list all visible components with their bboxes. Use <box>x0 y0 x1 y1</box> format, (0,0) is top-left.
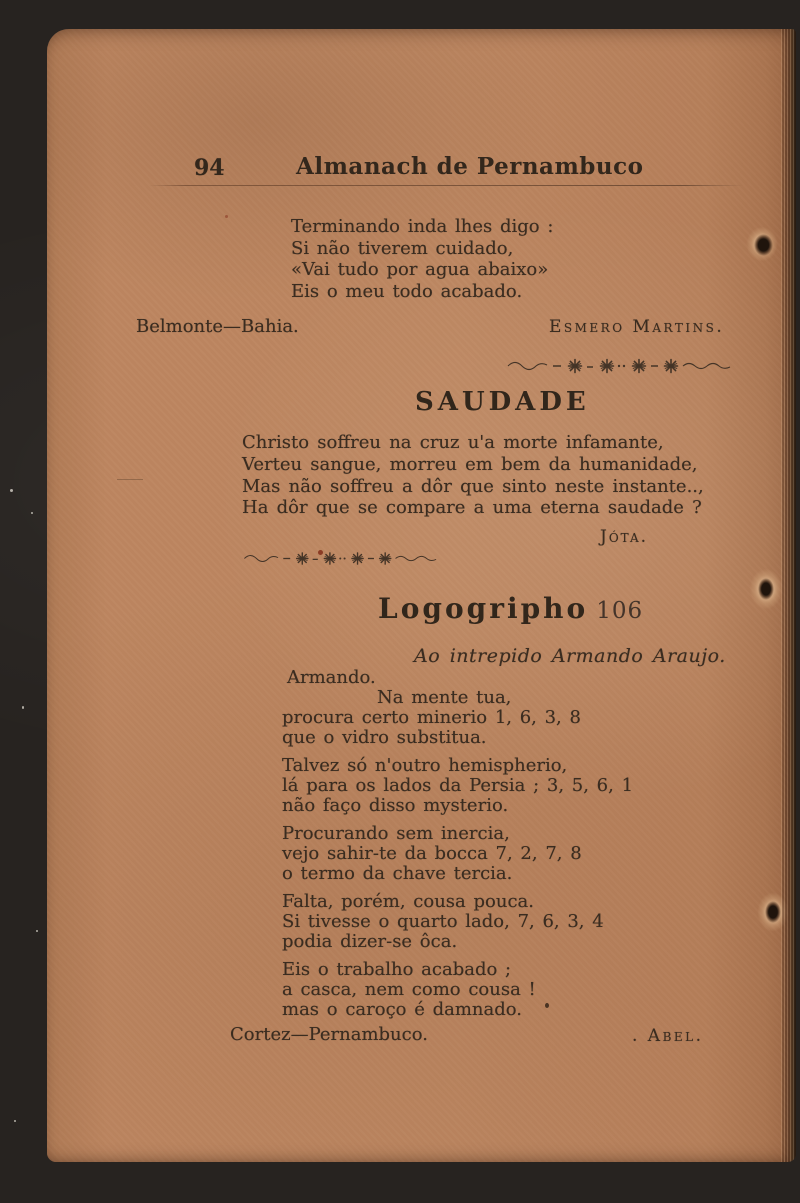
saudade-stanza <box>242 432 704 519</box>
dust-speck <box>22 706 24 709</box>
saudade-author: Jóta. <box>600 527 649 547</box>
verse-line: Procurando sem inercia, <box>282 823 510 844</box>
verse-line: não faço disso mysterio. <box>282 795 509 816</box>
verse-line: Eis o trabalho acabado ; <box>282 959 512 980</box>
poem-title-saudade: SAUDADE <box>415 387 590 417</box>
verse-line: «Vai tudo por agua abaixo» <box>291 259 549 280</box>
verse-line: Mas não soffreu a dôr que sinto neste instante.., <box>242 475 704 497</box>
verse-line: vejo sahir-te da bocca 7, 2, 7, 8 <box>282 843 582 864</box>
logogripho-place: Cortez—Pernambuco. <box>230 1024 428 1045</box>
stanza <box>282 756 633 816</box>
stanza <box>282 892 633 952</box>
verse-line: Verteu sangue, morreu em bem da humanidade, <box>242 453 698 475</box>
foxing-speck <box>225 215 228 218</box>
verse-line: Si não tiverem cuidado, <box>291 237 514 259</box>
verse-line: Eis o meu todo acabado. <box>291 280 523 302</box>
paper-hole <box>742 222 782 266</box>
stanza <box>282 960 633 1020</box>
page-number: 94 <box>194 155 225 181</box>
verse-line: Si tivesse o quarto lado, 7, 6, 3, 4 <box>282 911 604 932</box>
dust-speck <box>31 512 33 514</box>
dust-speck <box>36 930 38 932</box>
closing-verse <box>291 216 553 302</box>
verse-line: Terminando inda lhes digo : <box>291 216 554 237</box>
closing-verse-place: Belmonte—Bahia. <box>136 316 299 337</box>
book-page <box>47 29 795 1162</box>
paper-hole <box>753 887 793 937</box>
logogripho-number: 106 <box>596 598 644 624</box>
header-rule <box>149 185 743 186</box>
verse-line: Talvez só n'outro hemispherio, <box>282 755 568 776</box>
verse-line: mas o caroço é damnado. <box>282 999 522 1020</box>
verse-line: Falta, porém, cousa pouca. <box>282 891 534 912</box>
closing-verse-author: Esmero Martins. <box>549 317 725 337</box>
verse-line: Na mente tua, <box>377 687 512 708</box>
dust-speck <box>10 489 13 492</box>
logogripho-poem <box>282 668 633 1028</box>
verse-line: procura certo minerio 1, 6, 3, 8 <box>282 707 581 728</box>
divider-ornament-icon <box>243 549 441 568</box>
verse-line: Ha dôr que se compare a uma eterna saudade ? <box>242 497 702 519</box>
verse-line: que o vidro substitua. <box>282 727 487 748</box>
verse-line: podia dizer-se ôca. <box>282 931 458 952</box>
ink-speck <box>545 1003 549 1008</box>
divider-ornament-icon <box>507 355 735 377</box>
stanza <box>282 824 633 884</box>
verse-line: o termo da chave tercia. <box>282 863 513 884</box>
dust-speck <box>14 1120 16 1122</box>
verse-line: a casca, nem como cousa ! <box>282 979 536 1000</box>
logogripho-word: Logogripho <box>378 592 589 625</box>
foxing-speck <box>318 550 323 555</box>
verse-line: lá para os lados da Persia ; 3, 5, 6, 1 <box>282 775 634 796</box>
paper-hole <box>745 563 787 615</box>
verse-line: Armando. <box>287 667 376 688</box>
logogripho-dedication: Ao intrepido Armando Araujo. <box>414 645 726 667</box>
verse-line: Christo soffreu na cruz u'a morte infamante, <box>242 432 664 453</box>
scratch-mark <box>117 479 143 480</box>
logogripho-author: . Abel. <box>632 1026 704 1046</box>
stanza <box>282 668 633 748</box>
page-title: Almanach de Pernambuco <box>296 153 644 180</box>
poem-title-logogripho <box>378 592 643 625</box>
